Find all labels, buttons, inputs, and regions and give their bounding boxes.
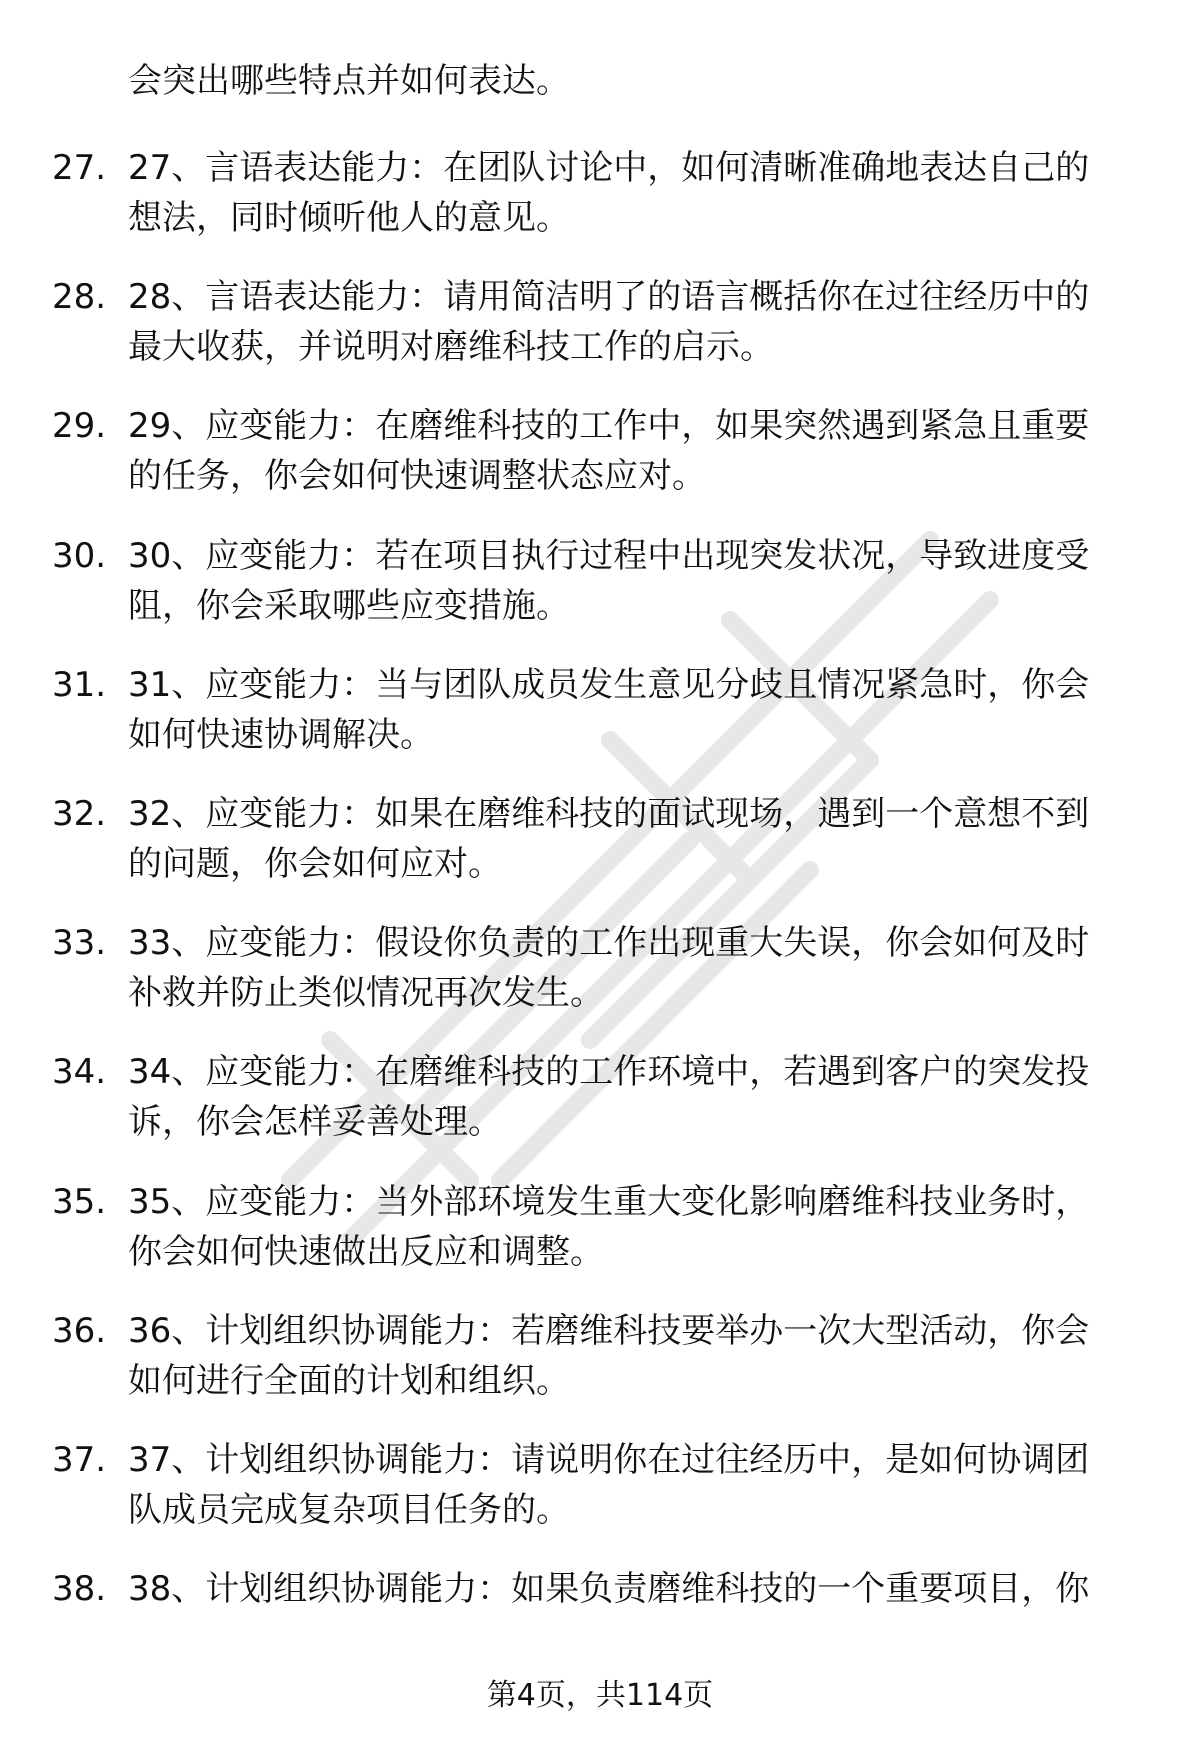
item-number: 31. [52, 664, 107, 705]
list-item [0, 918, 1200, 1047]
item-text-line: 想法，同时倾听他人的意见。 [128, 198, 570, 238]
item-text-line: 队成员完成复杂项目任务的。 [128, 1489, 570, 1530]
item-text-line: 32、应变能力：如果在磨维科技的面试现场，遇到一个意想不到 [128, 793, 1090, 834]
item-number: 36. [52, 1310, 107, 1351]
item-text [128, 1435, 1148, 1535]
item-number: 32. [52, 793, 107, 834]
item-text-line: 30、应变能力：若在项目执行过程中出现突发状况，导致进度受 [128, 535, 1090, 576]
item-text [128, 272, 1148, 372]
item-text-line: 最大收获，并说明对磨维科技工作的启示。 [128, 327, 774, 368]
item-text-line: 29、应变能力：在磨维科技的工作中，如果突然遇到紧急且重要 [128, 406, 1090, 447]
item-number: 37. [52, 1439, 107, 1480]
list-item [0, 660, 1200, 789]
item-text [128, 143, 1148, 243]
item-text-line: 如何进行全面的计划和组织。 [128, 1360, 570, 1401]
item-text [128, 1564, 1148, 1614]
item-number: 34. [52, 1052, 107, 1093]
page-footer: 第4页，共114页 [486, 1678, 714, 1713]
item-text-line: 你会如何快速做出反应和调整。 [128, 1231, 604, 1272]
list-item [0, 1047, 1200, 1176]
item-text-line: 28、言语表达能力：请用简洁明了的语言概括你在过往经历中的 [128, 277, 1090, 318]
item-number: 30. [52, 535, 107, 576]
item-number: 29. [52, 406, 107, 447]
continuation-line: 会突出哪些特点并如何表达。 [128, 61, 570, 101]
item-number: 38. [52, 1569, 107, 1610]
item-text-line: 27、言语表达能力：在团队讨论中，如何清晰准确地表达自己的 [128, 148, 1090, 188]
item-number: 35. [52, 1181, 107, 1222]
list-item [0, 401, 1200, 530]
item-text [128, 1047, 1148, 1147]
item-number: 33. [52, 923, 107, 964]
item-text-line: 35、应变能力：当外部环境发生重大变化影响磨维科技业务时， [128, 1181, 1090, 1222]
item-text [128, 660, 1148, 760]
list-item [0, 1564, 1200, 1693]
item-text [128, 401, 1148, 501]
item-text [128, 918, 1148, 1018]
item-text [128, 1177, 1148, 1277]
list-item [0, 1306, 1200, 1435]
item-text-line: 阻，你会采取哪些应变措施。 [128, 585, 570, 626]
item-text-line: 37、计划组织协调能力：请说明你在过往经历中，是如何协调团 [128, 1439, 1090, 1480]
list-item [0, 143, 1200, 272]
list-item [0, 531, 1200, 660]
item-text [128, 789, 1148, 889]
item-text [128, 1306, 1148, 1406]
item-text-line: 的问题，你会如何应对。 [128, 843, 502, 884]
item-text-line: 31、应变能力：当与团队成员发生意见分歧且情况紧急时，你会 [128, 664, 1090, 705]
item-text-line: 38、计划组织协调能力：如果负责磨维科技的一个重要项目，你 [128, 1569, 1090, 1610]
item-number: 27. [52, 148, 107, 188]
item-text-line: 的任务，你会如何快速调整状态应对。 [128, 456, 706, 497]
list-item [0, 1177, 1200, 1306]
item-text-line: 33、应变能力：假设你负责的工作出现重大失误，你会如何及时 [128, 923, 1090, 964]
list-item [0, 1435, 1200, 1564]
item-text [128, 531, 1148, 631]
question-list [0, 143, 1200, 1693]
item-text-line: 34、应变能力：在磨维科技的工作环境中，若遇到客户的突发投 [128, 1052, 1090, 1093]
item-text-line: 如何快速协调解决。 [128, 714, 434, 755]
list-item [0, 272, 1200, 401]
item-number: 28. [52, 277, 107, 318]
item-text-line: 36、计划组织协调能力：若磨维科技要举办一次大型活动，你会 [128, 1310, 1090, 1351]
list-item [0, 789, 1200, 918]
item-text-line: 补救并防止类似情况再次发生。 [128, 973, 604, 1014]
item-text-line: 诉，你会怎样妥善处理。 [128, 1102, 502, 1143]
